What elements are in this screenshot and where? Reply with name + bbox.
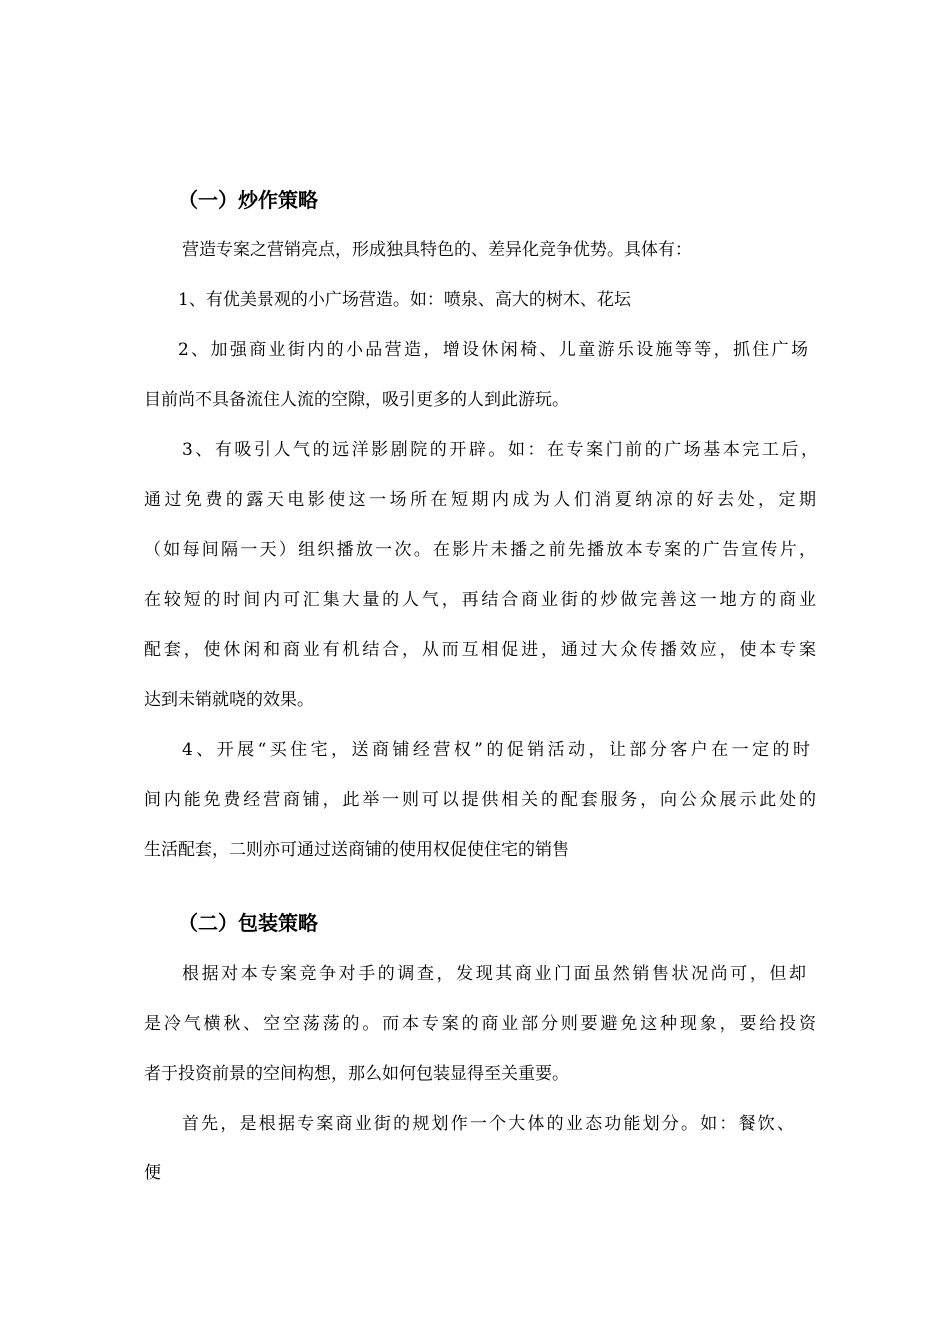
item3-line-1: 3、有吸引人气的远洋影剧院的开辟。如：在专案门前的广场基本完工后， [182, 440, 818, 460]
item3-line-4: 在较短的时间内可汇集大量的人气，再结合商业街的炒做完善这一地方的商业 [144, 590, 816, 610]
para1-line-1: 根据对本专案竞争对手的调查，发现其商业门面虽然销售状况尚可，但却 [182, 964, 806, 984]
item3-line-3: （如每间隔一天）组织播放一次。在影片未播之前先播放本专案的广告宣传片， [144, 540, 816, 560]
item4-line-1: 4、开展“买住宅，送商铺经营权”的促销活动，让部分客户在一定的时 [182, 740, 810, 760]
item3-line-5: 配套，使休闲和商业有机结合，从而互相促进，通过大众传播效应，使本专案 [144, 640, 816, 660]
section1-intro: 营造专案之营销亮点，形成独具特色的、差异化竞争优势。具体有： [182, 240, 692, 260]
item2-line-2: 目前尚不具备流住人流的空隙，吸引更多的人到此游玩。 [144, 390, 569, 410]
para1-line-3: 者于投资前景的空间构想，那么如何包装显得至关重要。 [144, 1064, 569, 1084]
item2-line-1: 2、加强商业街内的小品营造，增设休闲椅、儿童游乐设施等等，抓住广场 [178, 340, 808, 360]
section1-heading: （一）炒作策略 [178, 188, 318, 212]
item4-line-3: 生活配套，二则亦可通过送商铺的使用权促使住宅的销售 [144, 840, 569, 860]
para2-line-2: 便 [144, 1163, 161, 1183]
item3-line-6: 达到未销就哓的效果。 [144, 690, 314, 710]
para2-line-1: 首先，是根据专案商业街的规划作一个大体的业态功能划分。如：餐饮、 [182, 1114, 794, 1134]
para1-line-2: 是冷气横秋、空空荡荡的。而本专案的商业部分则要避免这种现象，要给投资 [144, 1014, 816, 1034]
section2-heading: （二）包装策略 [178, 911, 318, 935]
item4-line-2: 间内能免费经营商铺，此举一则可以提供相关的配套服务，向公众展示此处的 [144, 790, 816, 810]
item1-text: 1、有优美景观的小广场营造。如：喷泉、高大的树木、花坛 [178, 290, 631, 310]
item3-line-2: 通过免费的露天电影使这一场所在短期内成为人们消夏纳凉的好去处，定期 [144, 490, 816, 510]
